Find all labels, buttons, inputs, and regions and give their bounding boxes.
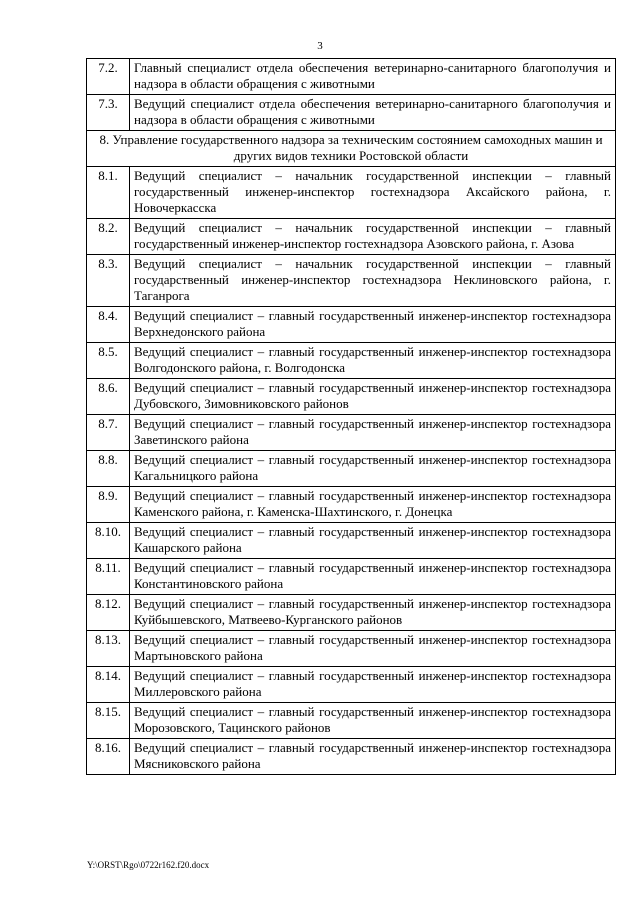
table-row <box>87 379 616 415</box>
table-row <box>87 415 616 451</box>
table-row <box>87 343 616 379</box>
table-row <box>87 307 616 343</box>
row-number: 8.15. <box>87 703 130 739</box>
position-title: Ведущий специалист – начальник государственной инспекции – главный государственный инженер-инспектор гостехнадзора Аксайского района, г. Новочеркасска <box>130 167 616 219</box>
row-number: 8.16. <box>87 739 130 775</box>
table-row <box>87 219 616 255</box>
section-header-row <box>87 131 616 167</box>
row-number: 8.3. <box>87 255 130 307</box>
row-number: 8.11. <box>87 559 130 595</box>
position-title: Ведущий специалист – главный государственный инженер-инспектор гостехнадзора Куйбышевского, Матвеево-Курганского районов <box>130 595 616 631</box>
position-title: Ведущий специалист – главный государственный инженер-инспектор гостехнадзора Миллеровского района <box>130 667 616 703</box>
row-number: 8.9. <box>87 487 130 523</box>
position-title: Ведущий специалист – главный государственный инженер-инспектор гостехнадзора Мясниковского района <box>130 739 616 775</box>
table-row <box>87 523 616 559</box>
row-number: 8.4. <box>87 307 130 343</box>
position-title: Ведущий специалист – главный государственный инженер-инспектор гостехнадзора Дубовского, Зимовниковского районов <box>130 379 616 415</box>
row-number: 8.14. <box>87 667 130 703</box>
table-row <box>87 59 616 95</box>
row-number: 8.5. <box>87 343 130 379</box>
row-number: 8.7. <box>87 415 130 451</box>
position-title: Ведущий специалист – главный государственный инженер-инспектор гостехнадзора Мартыновского района <box>130 631 616 667</box>
position-title: Ведущий специалист – главный государственный инженер-инспектор гостехнадзора Морозовского, Тацинского районов <box>130 703 616 739</box>
row-number: 8.13. <box>87 631 130 667</box>
position-title: Ведущий специалист – главный государственный инженер-инспектор гостехнадзора Кагальницкого района <box>130 451 616 487</box>
positions-table <box>86 58 616 775</box>
row-number: 8.6. <box>87 379 130 415</box>
position-title: Ведущий специалист отдела обеспечения ветеринарно-санитарного благополучия и надзора в области обращения с животными <box>130 95 616 131</box>
position-title: Ведущий специалист – главный государственный инженер-инспектор гостехнадзора Константиновского района <box>130 559 616 595</box>
row-number: 8.12. <box>87 595 130 631</box>
row-number: 7.3. <box>87 95 130 131</box>
position-title: Ведущий специалист – главный государственный инженер-инспектор гостехнадзора Кашарского района <box>130 523 616 559</box>
position-title: Ведущий специалист – главный государственный инженер-инспектор гостехнадзора Заветинского района <box>130 415 616 451</box>
position-title: Главный специалист отдела обеспечения ветеринарно-санитарного благополучия и надзора в области обращения с животными <box>130 59 616 95</box>
row-number: 7.2. <box>87 59 130 95</box>
position-title: Ведущий специалист – начальник государственной инспекции – главный государственный инженер-инспектор гостехнадзора Азовского района, г. Азова <box>130 219 616 255</box>
row-number: 8.1. <box>87 167 130 219</box>
table-row <box>87 255 616 307</box>
row-number: 8.10. <box>87 523 130 559</box>
row-number: 8.2. <box>87 219 130 255</box>
position-title: Ведущий специалист – главный государственный инженер-инспектор гостехнадзора Каменского района, г. Каменска-Шахтинского, г. Донецка <box>130 487 616 523</box>
position-title: Ведущий специалист – главный государственный инженер-инспектор гостехнадзора Верхнедонского района <box>130 307 616 343</box>
table-row <box>87 95 616 131</box>
row-number: 8.8. <box>87 451 130 487</box>
table-row <box>87 595 616 631</box>
section-title: 8. Управление государственного надзора за техническим состоянием самоходных машин и других видов техники Ростовской области <box>87 131 616 167</box>
position-title: Ведущий специалист – начальник государственной инспекции – главный государственный инженер-инспектор гостехнадзора Неклиновского района, г. Таганрога <box>130 255 616 307</box>
footer-file-path: Y:\ORST\Rgo\0722r162.f20.docx <box>87 860 210 870</box>
position-title: Ведущий специалист – главный государственный инженер-инспектор гостехнадзора Волгодонского района, г. Волгодонска <box>130 343 616 379</box>
table-row <box>87 703 616 739</box>
table-row <box>87 559 616 595</box>
table-row <box>87 667 616 703</box>
table-row <box>87 739 616 775</box>
table-row <box>87 487 616 523</box>
table-row <box>87 451 616 487</box>
page-number: 3 <box>317 40 323 52</box>
table-row <box>87 167 616 219</box>
table-row <box>87 631 616 667</box>
